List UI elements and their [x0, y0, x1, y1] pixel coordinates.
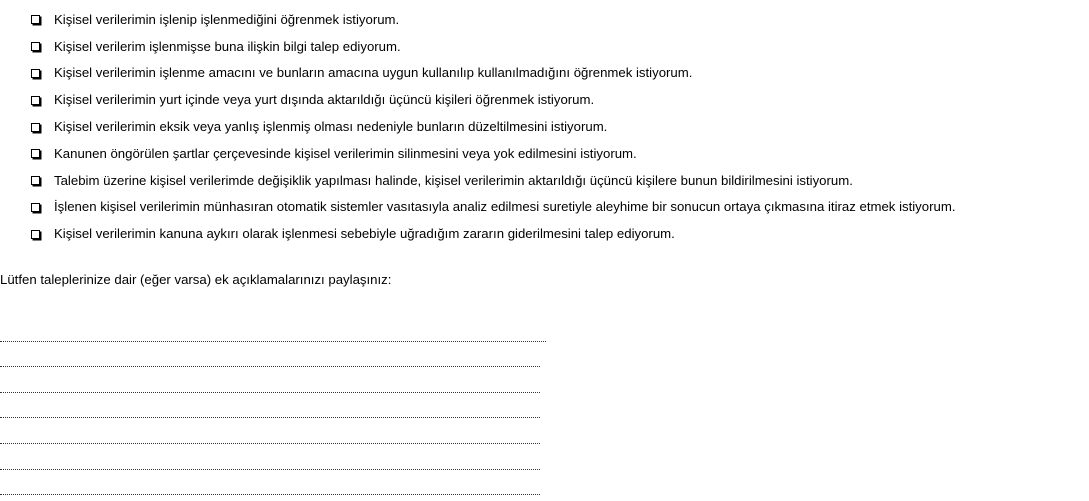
checkbox-icon[interactable]: [31, 67, 42, 79]
check-item-0[interactable]: [31, 6, 955, 33]
check-item-label: Kanunen öngörülen şartlar çerçevesinde kişisel verilerimin silinmesini veya yok edilmesini istiyorum.: [54, 145, 637, 161]
dotted-answer-line[interactable]: [0, 476, 540, 501]
checkbox-icon[interactable]: [31, 40, 42, 52]
check-item-6[interactable]: [31, 167, 955, 194]
check-item-3[interactable]: [31, 86, 955, 113]
check-item-4[interactable]: [31, 113, 955, 140]
check-item-8[interactable]: [31, 220, 955, 247]
check-item-label: Kişisel verilerim işlenmişse buna ilişkin bilgi talep ediyorum.: [54, 38, 401, 54]
explanation-lines[interactable]: [0, 322, 546, 501]
check-item-label: İşlenen kişisel verilerimin münhasıran otomatik sistemler vasıtasıyla analiz edilmesi suretiyle aleyhime bir sonucun ortaya çıkmasına itiraz etmek istiyorum.: [54, 199, 956, 215]
explanation-prompt: Lütfen taleplerinize dair (eğer varsa) ek açıklamalarınızı paylaşınız:: [0, 272, 392, 287]
dotted-answer-line[interactable]: [0, 373, 540, 399]
checkbox-icon[interactable]: [31, 228, 42, 240]
check-item-label: Kişisel verilerimin yurt içinde veya yurt dışında aktarıldığı üçüncü kişileri öğrenmek istiyorum.: [54, 92, 595, 108]
checkbox-icon[interactable]: [31, 13, 42, 25]
checkbox-icon[interactable]: [31, 94, 42, 106]
dotted-answer-line[interactable]: [0, 399, 540, 425]
check-item-label: Kişisel verilerimin işlenip işlenmediğini öğrenmek istiyorum.: [54, 11, 400, 27]
check-item-7[interactable]: [31, 194, 955, 221]
checkbox-icon[interactable]: [31, 201, 42, 213]
check-item-1[interactable]: [31, 33, 955, 60]
request-checklist: [31, 6, 955, 247]
dotted-answer-line[interactable]: [0, 322, 546, 348]
checkbox-icon[interactable]: [31, 174, 42, 186]
check-item-2[interactable]: [31, 60, 955, 87]
check-item-5[interactable]: [31, 140, 955, 167]
check-item-label: Kişisel verilerimin işlenme amacını ve bunların amacına uygun kullanılıp kullanılmadığını öğrenmek istiyorum.: [54, 65, 693, 81]
dotted-answer-line[interactable]: [0, 348, 540, 374]
check-item-label: Talebim üzerine kişisel verilerimde değişiklik yapılması halinde, kişisel verilerimin aktarıldığı üçüncü kişilere bunun bildirilmesini istiyorum.: [54, 172, 853, 188]
checkbox-icon[interactable]: [31, 147, 42, 159]
dotted-answer-line[interactable]: [0, 450, 540, 476]
dotted-answer-line[interactable]: [0, 424, 540, 450]
check-item-label: Kişisel verilerimin eksik veya yanlış işlenmiş olması nedeniyle bunların düzeltilmesini istiyorum.: [54, 119, 608, 135]
checkbox-icon[interactable]: [31, 121, 42, 133]
check-item-label: Kişisel verilerimin kanuna aykırı olarak işlenmesi sebebiyle uğradığım zararın giderilmesini talep ediyorum.: [54, 226, 675, 242]
